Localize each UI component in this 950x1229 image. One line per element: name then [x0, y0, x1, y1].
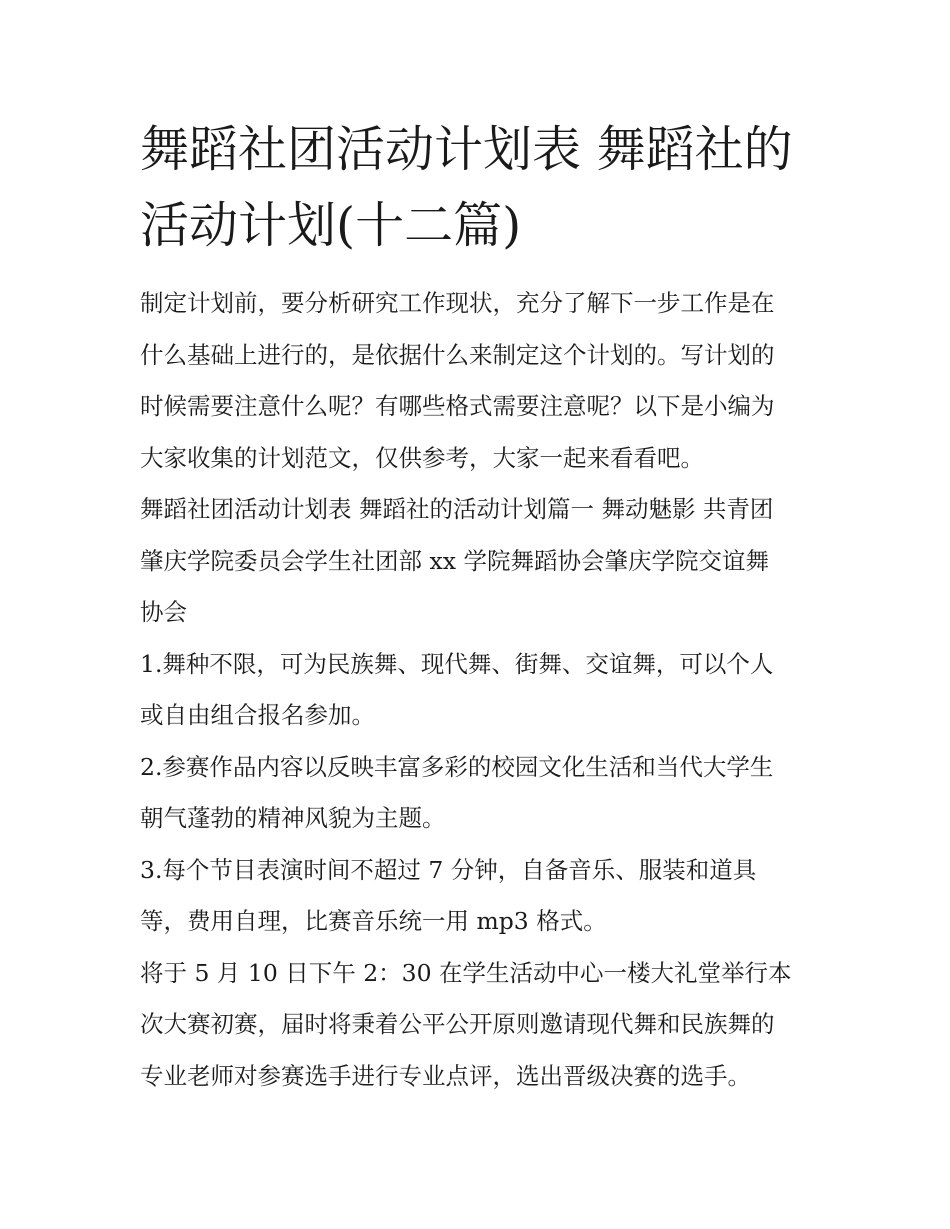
rule-item-1	[140, 639, 820, 742]
document-title	[140, 112, 820, 264]
text-line: 大家收集的计划范文，仅供参考，大家一起来看看吧。	[140, 443, 704, 472]
text-line: 协会	[140, 598, 187, 626]
text-line: 等，费用自理，比赛音乐统一用 mp3 格式。	[140, 907, 607, 935]
text-line: 2.参赛作品内容以反映丰富多彩的校园文化生活和当代大学生	[140, 752, 774, 781]
document-page	[140, 112, 820, 1102]
section-heading-paragraph	[140, 484, 820, 639]
text-line: 制定计划前，要分析研究工作现状，充分了解下一步工作是在	[140, 289, 775, 317]
text-line: 什么基础上进行的，是依据什么来制定这个计划的。写计划的	[140, 340, 775, 369]
text-line: 时候需要注意什么呢？有哪些格式需要注意呢？以下是小编为	[140, 392, 775, 420]
title-line: 舞蹈社团活动计划表 舞蹈社的	[140, 121, 793, 178]
intro-paragraph	[140, 278, 820, 484]
text-line: 肇庆学院委员会学生社团部 xx 学院舞蹈协会肇庆学院交谊舞	[140, 546, 769, 575]
schedule-paragraph	[140, 948, 820, 1103]
text-line: 舞蹈社团活动计划表 舞蹈社的活动计划篇一 舞动魅影 共青团	[140, 495, 774, 523]
text-line: 1.舞种不限，可为民族舞、现代舞、街舞、交谊舞，可以个人	[140, 649, 774, 678]
text-line: 将于 5 月 10 日下午 2：30 在学生活动中心一楼大礼堂举行本	[140, 958, 792, 987]
text-line: 或自由组合报名参加。	[140, 701, 375, 729]
text-line: 3.每个节目表演时间不超过 7 分钟，自备音乐、服装和道具	[140, 855, 757, 884]
text-line: 朝气蓬勃的精神风貌为主题。	[140, 804, 446, 832]
text-line: 次大赛初赛，届时将秉着公平公开原则邀请现代舞和民族舞的	[140, 1010, 775, 1038]
rule-item-3	[140, 845, 820, 948]
rule-item-2	[140, 742, 820, 845]
text-line: 专业老师对参赛选手进行专业点评，选出晋级决赛的选手。	[140, 1061, 751, 1090]
title-line: 活动计划(十二篇)	[140, 197, 522, 254]
